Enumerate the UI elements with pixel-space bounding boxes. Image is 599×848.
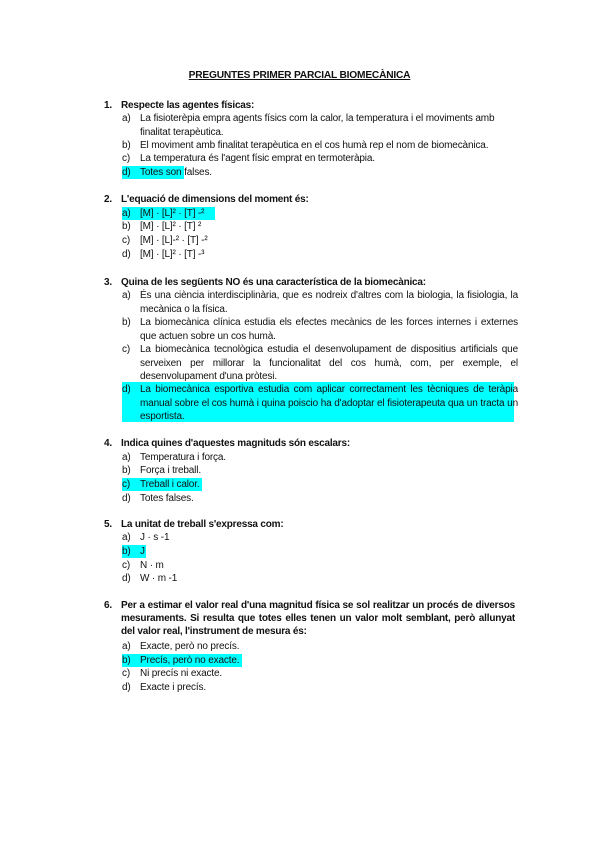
option-text: La biomecànica esportiva estudia com aplicar correctament les tècniques de teràpia manual sobre el cos humà i quina poiscio ha d'adoptar el fisioterapeuta qua un tracta un esportista. xyxy=(140,384,518,422)
option-text: [M] · [L]² · [T] -³ xyxy=(140,249,205,260)
option-letter: d) xyxy=(122,249,131,260)
option-text: La fisioterèpia empra agents físics com la calor, la temperatura i el moviments amb finalitat terapèutica. xyxy=(140,113,495,138)
option-letter: d) xyxy=(122,493,131,504)
question-number: 2. xyxy=(104,194,112,205)
option-letter: c) xyxy=(122,344,131,355)
option-text: J xyxy=(140,546,145,557)
question-number: 1. xyxy=(104,100,112,111)
option-letter: d) xyxy=(122,682,131,693)
option-letter: d) xyxy=(122,573,131,584)
question-text: Respecte las agentes físicas: xyxy=(121,100,255,111)
option-letter: c) xyxy=(122,235,131,246)
option-letter: a) xyxy=(122,290,131,301)
option-text: Totes falses. xyxy=(140,493,194,504)
option-text: La biomecànica clínica estudia els efectes mecànics de les forces internes i externes que actuen sobre un cos humà. xyxy=(140,317,518,342)
option-letter: a) xyxy=(122,208,131,219)
option-text: La biomecànica tecnològica estudia el desenvolupament de dispositius artificials que serveixen per millorar la funcionalitat del cos humà, com, per exemple, el desenvolupament d'una pròtesi. xyxy=(140,344,518,382)
option-text: W · m -1 xyxy=(140,573,178,584)
question-text: Indica quines d'aquestes magnituds són escalars: xyxy=(121,438,350,449)
option-letter: d) xyxy=(122,384,131,395)
option-letter: c) xyxy=(122,479,131,490)
question-text: La unitat de treball s'expressa com: xyxy=(121,519,284,530)
option-letter: d) xyxy=(122,167,131,178)
option-text: Ni precís ni exacte. xyxy=(140,668,223,679)
question-text: Quina de les següents NO és una característica de la biomecànica: xyxy=(121,277,426,288)
option-text: [M] · [L]² · [T] ² xyxy=(140,221,202,232)
option-text: [M] · [L]-² · [T] -² xyxy=(140,235,208,246)
option-letter: a) xyxy=(122,113,131,124)
option-letter: b) xyxy=(122,465,131,476)
option-letter: a) xyxy=(122,641,131,652)
question-number: 3. xyxy=(104,277,112,288)
question-number: 5. xyxy=(104,519,112,530)
option-letter: c) xyxy=(122,560,131,571)
option-text: El moviment amb finalitat terapèutica en el cos humà rep el nom de biomecànica. xyxy=(140,140,489,151)
option-text: És una ciència interdisciplinària, que es nodreix d'altres com la biologia, la fisiologia, la mecànica o la física. xyxy=(140,290,518,315)
question-text: L'equació de dimensions del moment és: xyxy=(121,194,309,205)
option-letter: b) xyxy=(122,317,131,328)
option-letter: a) xyxy=(122,532,131,543)
option-text: Exacte i precís. xyxy=(140,682,206,693)
option-text: La temperatura és l'agent físic emprat en termoteràpia. xyxy=(140,153,375,164)
option xyxy=(122,112,522,139)
option-letter: c) xyxy=(122,153,131,164)
question-number: 6. xyxy=(104,600,112,611)
option-letter: b) xyxy=(122,546,131,557)
option-letter: a) xyxy=(122,452,131,463)
option-letter: b) xyxy=(122,221,131,232)
option-text: Treball i calor. xyxy=(140,479,200,490)
option-text: Temperatura i força. xyxy=(140,452,226,463)
option-text: Força i treball. xyxy=(140,465,201,476)
option-text: Exacte, però no precís. xyxy=(140,641,240,652)
option-text: J · s -1 xyxy=(140,532,170,543)
page-title: PREGUNTES PRIMER PARCIAL BIOMECÀNICA xyxy=(188,70,411,81)
option-text: Precís, però no exacte. xyxy=(140,655,240,666)
option-text: N · m xyxy=(140,560,164,571)
question-number: 4. xyxy=(104,438,112,449)
option-text: Totes son falses. xyxy=(140,167,212,178)
option-text: [M] · [L]² · [T] -² xyxy=(140,208,205,219)
option-letter: c) xyxy=(122,668,131,679)
option-letter: b) xyxy=(122,140,131,151)
question-text: Per a estimar el valor real d'una magnitud física se sol realitzar un procés de diversos mesuraments. Si resulta que totes elles tenen un valor molt semblant, però allunyat del valor real, l'instrument de mesura és: xyxy=(121,600,515,637)
option-letter: b) xyxy=(122,655,131,666)
